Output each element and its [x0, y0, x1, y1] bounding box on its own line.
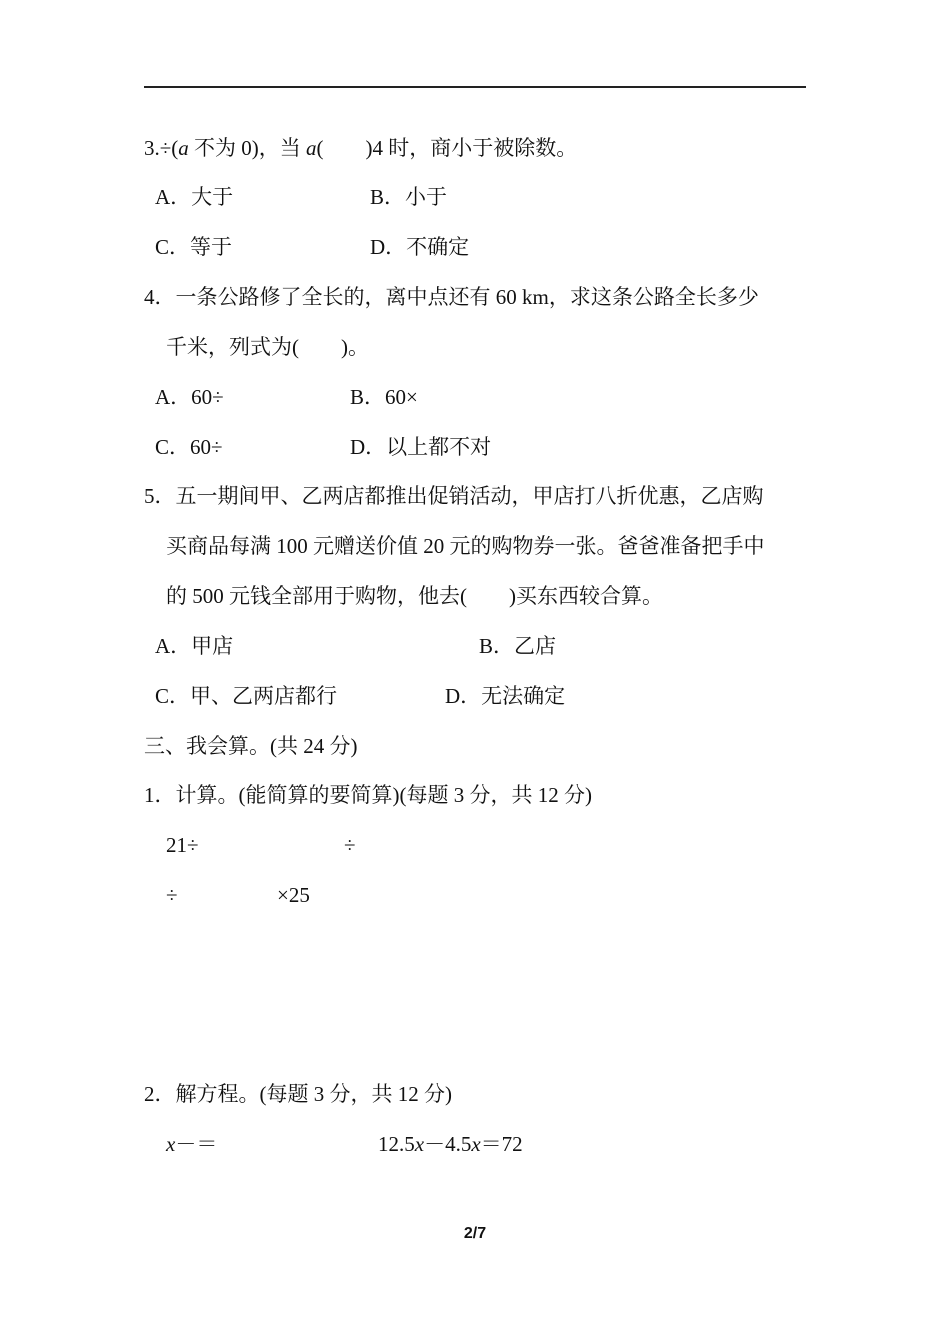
section3-part1-title: 1．计算。(能简算的要简算)(每题 3 分，共 12 分) [144, 783, 592, 807]
q4-stem-line2: 千米，列式为( )。 [166, 335, 369, 359]
section3-title: 三、我会算。(共 24 分) [144, 734, 358, 758]
q4-option-a: A．60÷ [155, 385, 224, 409]
equation-part: －4.5 [424, 1132, 472, 1156]
q3-stem-part: 不为 0)，当 [188, 136, 307, 160]
var-x: x [471, 1132, 481, 1156]
var-x: x [414, 1132, 425, 1156]
q3-option-c: C．等于 [155, 235, 233, 259]
q5-stem-line3: 的 500 元钱全部用于购物，他去( )买东西较合算。 [166, 584, 663, 608]
q3-stem-part: ( )4 时，商小于被除数。 [316, 136, 578, 160]
q5-option-c: C．甲、乙两店都行 [155, 684, 338, 708]
calc-item-3: ÷ [166, 883, 178, 907]
q5-option-a: A．甲店 [155, 634, 234, 658]
q5-stem-line2: 买商品每满 100 元赠送价值 20 元的购物券一张。爸爸准备把手中 [166, 534, 765, 558]
q4-option-c: C．60÷ [155, 435, 223, 459]
calc-item-4: ×25 [277, 883, 310, 907]
equation-2 [378, 1131, 523, 1157]
calc-item-1: 21÷ [166, 833, 199, 857]
q5-option-d: D．无法确定 [445, 684, 566, 708]
q4-stem-line1: 4．一条公路修了全长的，离中点还有 60 km，求这条公路全长多少 [144, 285, 759, 309]
equation-part: 12.5 [378, 1132, 415, 1156]
q3-stem-part: 3.÷( [144, 136, 179, 160]
q4-option-b: B．60× [350, 385, 418, 409]
q3-option-d: D．不确定 [370, 235, 470, 259]
q3-var-a: a [306, 136, 317, 160]
equation-part: ＝72 [480, 1132, 523, 1156]
equation-part: －＝ [175, 1132, 218, 1156]
calc-item-2: ÷ [344, 833, 356, 857]
q5-stem-line1: 5．五一期间甲、乙两店都推出促销活动，甲店打八折优惠，乙店购 [144, 484, 764, 508]
section3-part2-title: 2．解方程。(每题 3 分，共 12 分) [144, 1082, 452, 1106]
q3-stem [144, 135, 577, 161]
header-rule [144, 86, 806, 88]
q3-option-a: A．大于 [155, 185, 234, 209]
var-x: x [166, 1132, 176, 1156]
equation-1 [166, 1131, 217, 1157]
q3-option-b: B．小于 [370, 185, 448, 209]
q5-option-b: B．乙店 [479, 634, 557, 658]
q4-option-d: D．以上都不对 [350, 435, 492, 459]
page-number: 2/7 [463, 1225, 487, 1242]
q3-var-a: a [178, 136, 189, 160]
